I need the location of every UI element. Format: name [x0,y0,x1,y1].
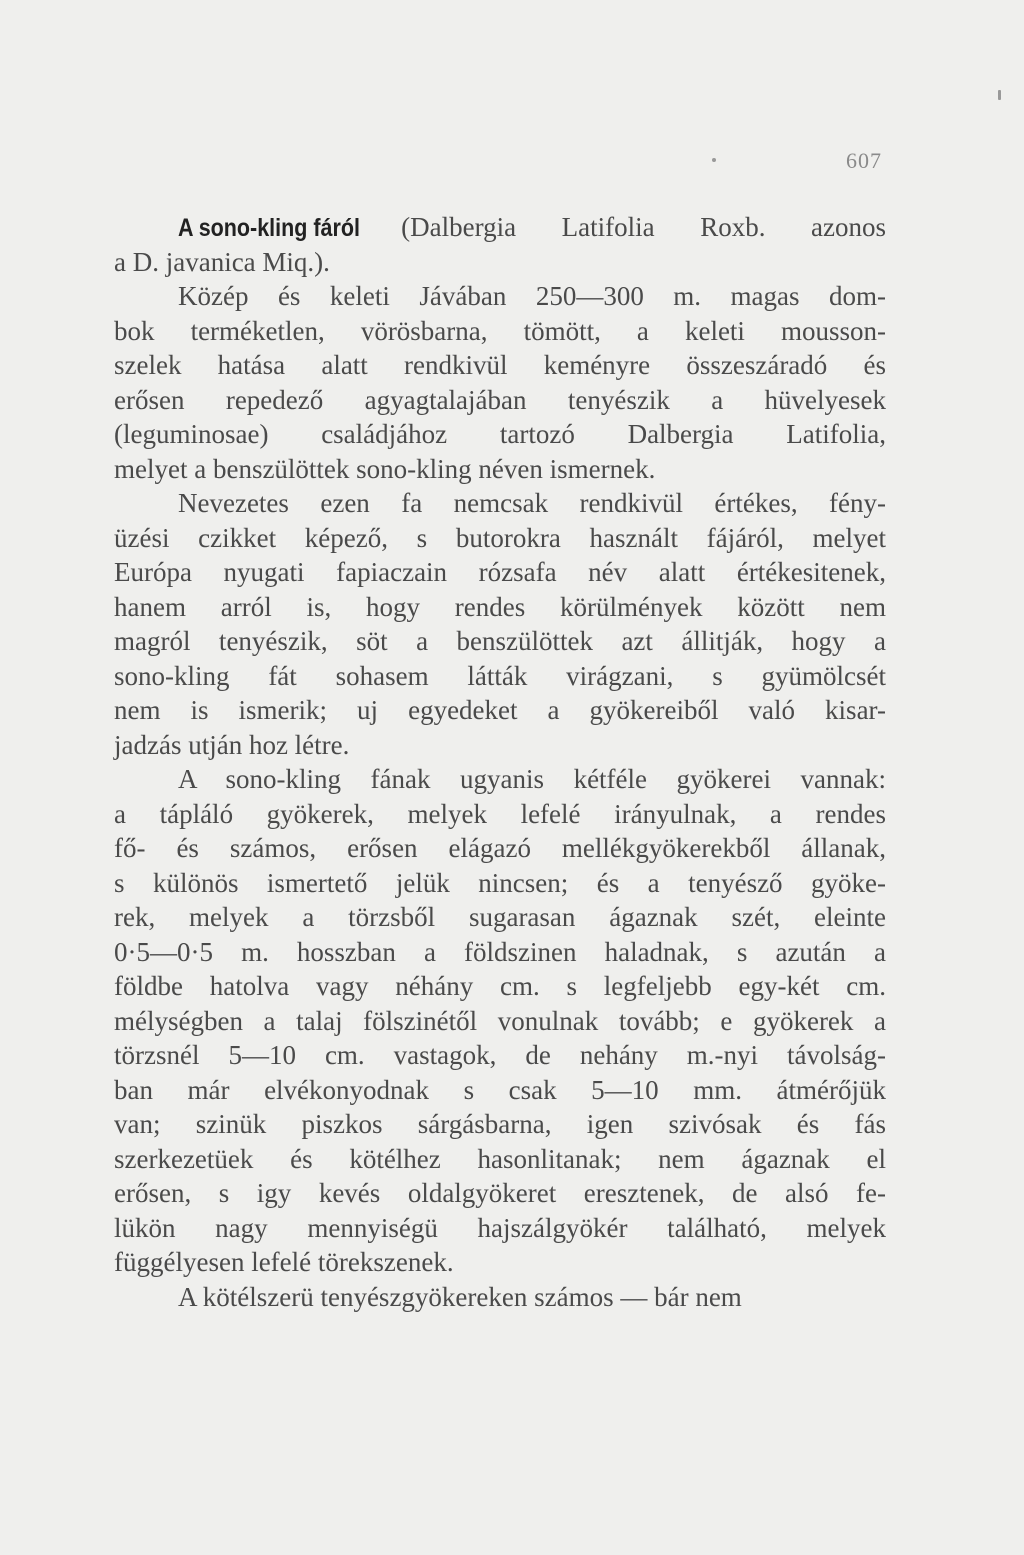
text-line: 0·5—0·5 m. hosszban a földszinen haladnak, s azután a [114,936,886,967]
text-line: jadzás utján hoz létre. [114,729,350,760]
text-line: (leguminosae) családjához tartozó Dalbergia Latifolia, [114,419,886,449]
text-line: a tápláló gyökerek, melyek lefelé irányulnak, a rendes [114,798,886,829]
print-speck [998,90,1001,100]
text-line: hanem arról is, hogy rendes körülmények között nem [114,591,886,622]
text-line: Nevezetes ezen fa nemcsak rendkivül értékes, fény- [178,488,886,518]
text-line: szelek hatása alatt rendkivül keményre összeszáradó és [114,350,886,380]
text-line: Közép és keleti Jávában 250—300 m. magas dom- [178,281,886,311]
text-line: erősen, s igy kevés oldalgyökeret eresztenek, de alsó fe- [114,1178,886,1208]
text-line: melyet a benszülöttek sono-kling néven ismernek. [114,453,656,484]
text-line: nem is ismerik; uj egyedeket a gyökereiből való kisar- [114,695,886,725]
text-line: s különös ismertető jelük nincsen; és a tenyésző gyöke- [114,867,886,898]
text-line: rek, melyek a törzsből sugarasan ágaznak szét, eleinte [114,902,886,932]
body-text [114,210,886,1314]
text-line: mélységben a talaj fölszinétől vonulnak tovább; e gyökerek a [114,1005,886,1036]
text-line: magról tenyészik, söt a benszülöttek azt állitják, hogy a [114,626,886,656]
text-line: sono-kling fát sohasem látták virágzani, s gyümölcsét [114,660,886,691]
page-number: 607 [846,148,882,173]
text-line: van; szinük piszkos sárgásbarna, igen szivósak és fás [114,1109,886,1139]
text-line: lükön nagy mennyiségü hajszálgyökér található, melyek [114,1212,886,1243]
text-line: függélyesen lefelé törekszenek. [114,1247,454,1277]
text-line: A kötélszerü tenyészgyökereken számos — bár nem [178,1281,742,1312]
text-line: ban már elvékonyodnak s csak 5—10 mm. átmérőjük [114,1074,886,1105]
text-line: Európa nyugati fapiaczain rózsafa név alatt értékesitenek, [114,557,886,587]
text-line: a D. javanica Miq.). [114,246,330,277]
text-line: szerkezetüek és kötélhez hasonlitanak; nem ágaznak el [114,1143,886,1174]
text-line: törzsnél 5—10 cm. vastagok, de nehány m.-nyi távolság- [114,1040,886,1070]
text-line: fő- és számos, erősen elágazó mellékgyökerekből állanak, [114,833,886,863]
text-line: erősen repedező agyagtalajában tenyészik a hüvelyesek [114,384,886,415]
section-heading: A sono-kling fáról [178,214,360,242]
text-line: bok terméketlen, vörösbarna, tömött, a keleti mousson- [114,315,886,346]
print-speck [712,158,716,162]
text-line: A sono-kling fáról (Dalbergia Latifolia Roxb. azonos [114,210,886,245]
text-line: A sono-kling fának ugyanis kétféle gyökerei vannak: [178,764,886,794]
text-line: földbe hatolva vagy néhány cm. s legfeljebb egy-két cm. [114,971,886,1001]
text-line: üzési czikket képező, s butorokra használt fájáról, melyet [114,522,886,553]
